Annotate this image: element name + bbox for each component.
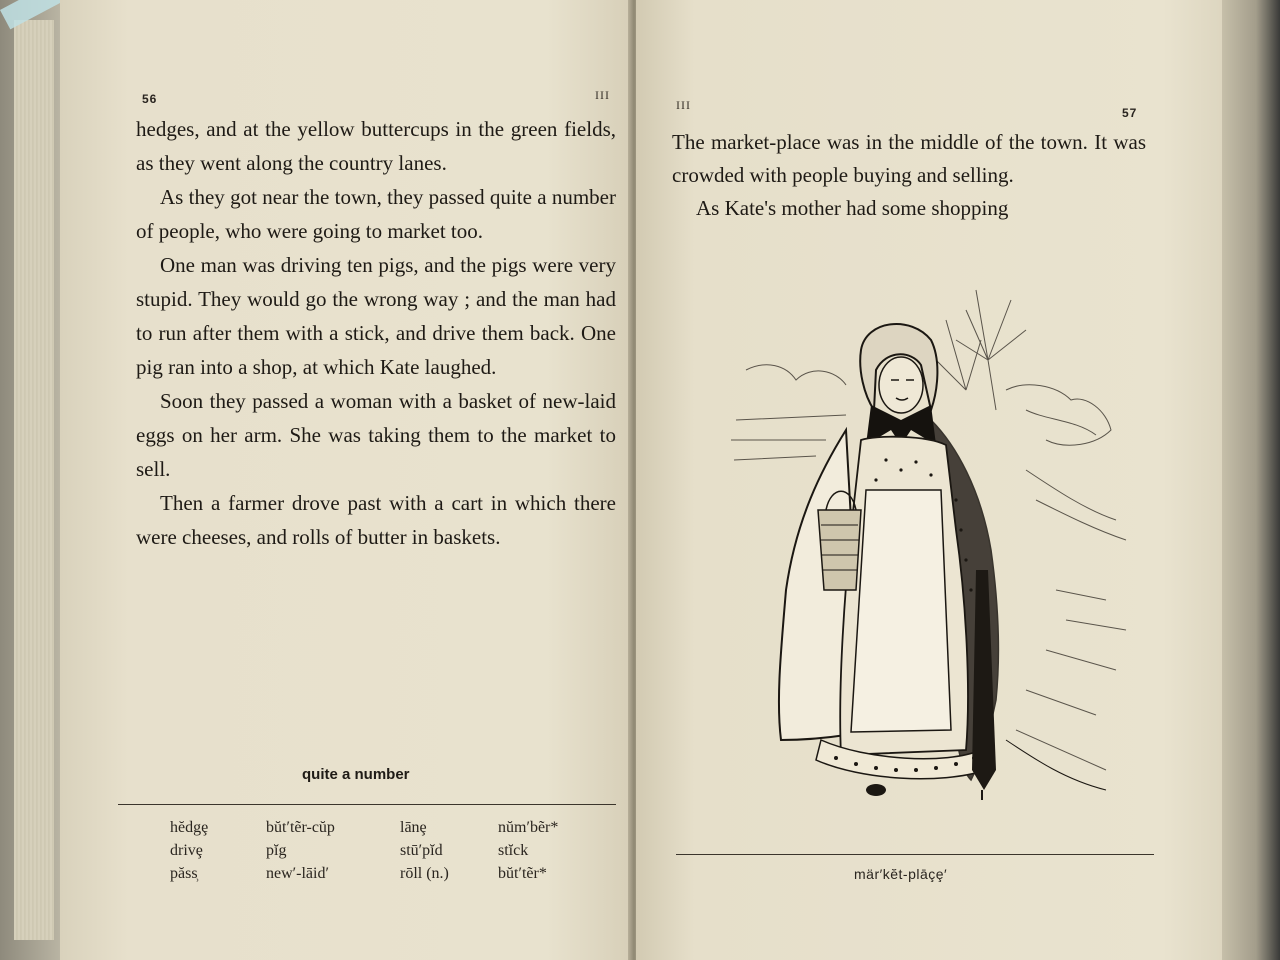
vocab-word: drivȩ — [170, 842, 203, 859]
left-page-text — [136, 112, 616, 554]
paragraph-2: As Kate's mother had some shopping — [696, 196, 1009, 220]
vocab-column-1 — [170, 816, 208, 885]
paragraph-4: Soon they passed a woman with a basket of new-laid eggs on her arm. She was taking them to the market to sell. — [136, 389, 616, 481]
vocab-word: bŭt′tẽr-cŭp — [266, 819, 335, 836]
vocab-word: hĕdgȩ — [170, 819, 209, 836]
vocab-word: rōll (n.) — [400, 865, 449, 882]
vocab-word: bŭt′tẽr* — [498, 865, 547, 882]
vocab-word: lānȩ — [400, 819, 427, 836]
vocab-rule — [118, 804, 616, 805]
old-woman-with-basket-illustration — [726, 270, 1146, 830]
phrase-heading: quite a number — [302, 766, 410, 783]
vocab-word: stĭck — [498, 842, 529, 859]
signature-mark-left: III — [595, 88, 610, 102]
signature-mark-right: III — [676, 98, 691, 112]
page-number-left: 56 — [142, 92, 158, 106]
vocab-column-2 — [266, 816, 335, 885]
book-cover-right-edge — [1220, 0, 1280, 960]
vocab-column-4 — [498, 816, 558, 885]
paragraph-2: As they got near the town, they passed quite a number of people, who were going to market too. — [136, 185, 616, 243]
left-page — [60, 0, 632, 960]
right-page-text — [672, 126, 1146, 225]
paragraph-5: Then a farmer drove past with a cart in which there were cheeses, and rolls of butter in baskets. — [136, 491, 616, 549]
paragraph-1: The market-place was in the middle of the town. It was crowded with people buying and selling. — [672, 130, 1146, 187]
paragraph-3: One man was driving ten pigs, and the pigs were very stupid. They would go the wrong way ; and the man had to run after them with a stick, and drive them back. One pig ran into a shop, at which Kate laughed. — [136, 253, 616, 379]
caption-rule — [676, 854, 1154, 855]
vocab-column-3 — [400, 816, 449, 885]
vocab-word: stū′pĭd — [400, 842, 443, 859]
vocabulary-list — [170, 816, 610, 888]
paragraph-1: hedges, and at the yellow buttercups in the green fields, as they went along the country lanes. — [136, 117, 616, 175]
vocab-word: păss̹ — [170, 865, 198, 882]
page-stack-left — [14, 20, 54, 940]
vocab-word: pĭg — [266, 842, 287, 859]
vocab-word: nŭm′bẽr* — [498, 819, 559, 836]
caption-word: mär′kĕt-plāçȩ′ — [854, 866, 948, 882]
vocab-word: new′-lāid′ — [266, 865, 329, 882]
page-number-right: 57 — [1122, 106, 1138, 120]
right-page — [636, 0, 1222, 960]
